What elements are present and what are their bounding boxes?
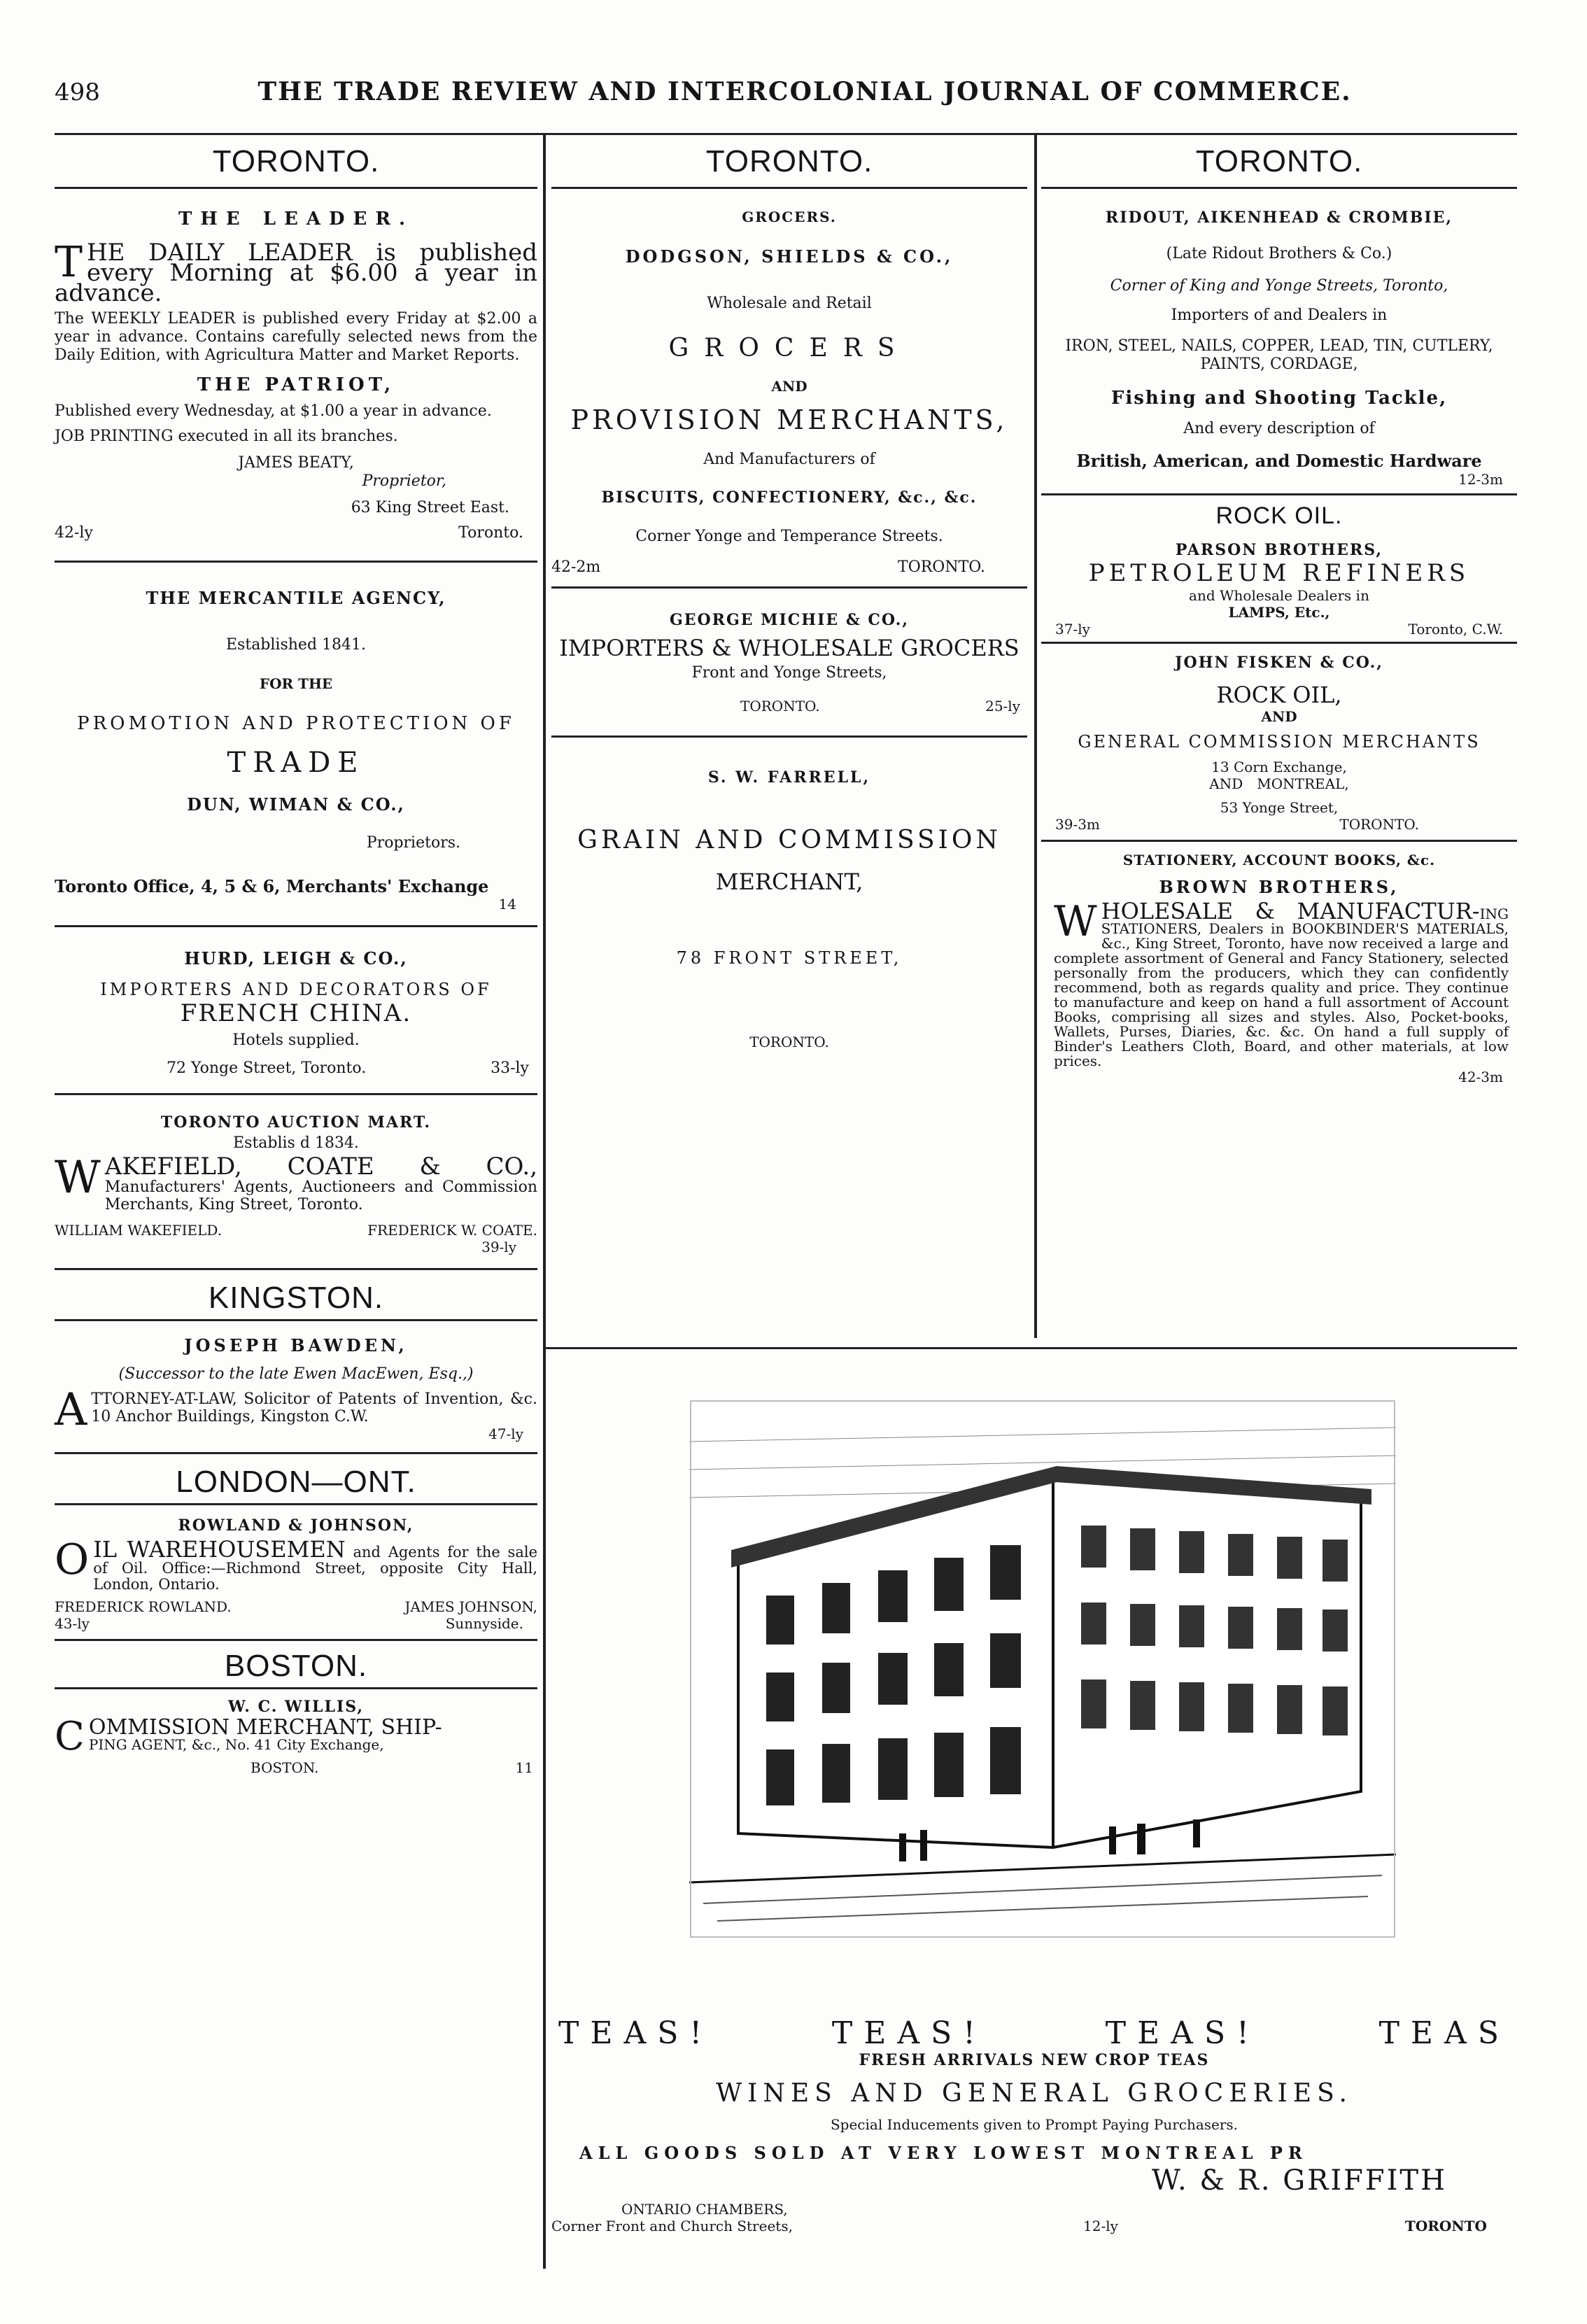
fisken-corn: 13 Corn Exchange, [1211, 759, 1347, 775]
drop-cap: T [55, 238, 83, 287]
michie-title: GEORGE MICHIE & CO., [669, 611, 910, 629]
drop-cap: O [55, 1535, 90, 1584]
stationery-tag: STATIONERY, ACCOUNT BOOKS, &c. [1122, 852, 1436, 868]
job-printing: JOB PRINTING executed in all its branches. [55, 428, 398, 445]
divider [1041, 642, 1517, 644]
hurd-importers: IMPORTERS AND DECORATORS OF [100, 980, 492, 999]
farrell-address: 78 FRONT STREET, [676, 948, 903, 968]
hurd-china: FRENCH CHINA. [180, 999, 412, 1027]
rowland-partners [55, 1598, 537, 1615]
mercantile-for: FOR THE [259, 675, 333, 692]
london-heading: LONDON—ONT. [176, 1465, 416, 1499]
teas-4: TEAS [1378, 2015, 1510, 2051]
ridout-title: RIDOUT, AIKENHEAD & CROMBIE, [1105, 209, 1453, 227]
parson-lamps: LAMPS, Etc., [1228, 604, 1330, 621]
mercantile-dun: DUN, WIMAN & CO., [187, 794, 405, 815]
mercantile-office: Toronto Office, 4, 5 & 6, Merchants' Exchange [55, 876, 489, 896]
divider [551, 187, 1027, 189]
mercantile-established: Established 1841. [226, 636, 366, 654]
leader-title: THE LEADER. [178, 209, 414, 230]
ridout-hardware: British, American, and Domestic Hardware [1076, 451, 1482, 471]
mercantile-promotion: PROMOTION AND PROTECTION OF [77, 713, 515, 734]
boston-heading: BOSTON. [224, 1649, 368, 1683]
rowland-footer [55, 1615, 537, 1632]
divider [551, 735, 1027, 738]
willis-rest: PING AGENT, &c., No. 41 City Exchange, [88, 1736, 384, 1753]
auction-title: TORONTO AUCTION MART. [160, 1113, 432, 1132]
parson-dealers: and Wholesale Dealers in [1189, 587, 1369, 604]
header-rule [55, 133, 1517, 135]
patriot-title: THE PATRIOT, [197, 374, 395, 395]
ridout-late: (Late Ridout Brothers & Co.) [1166, 245, 1392, 262]
parson-footer [1041, 621, 1517, 638]
dodgson-footer [551, 558, 1027, 577]
griffith-all-goods: ALL GOODS SOLD AT VERY LOWEST MONTREAL PR [579, 2143, 1308, 2163]
warehouse-illustration [689, 1400, 1396, 1938]
divider [55, 1503, 537, 1505]
dodgson-title: DODGSON, SHIELDS & CO., [625, 246, 954, 267]
beaty-footer [55, 524, 537, 542]
griffith-goods-row [551, 2143, 1517, 2163]
divider [55, 925, 537, 927]
beaty-code: 42-ly [55, 524, 93, 542]
drop-cap: C [55, 1714, 85, 1759]
dodgson-and: AND [771, 378, 807, 395]
farrell-grain: GRAIN AND COMMISSION [577, 826, 1001, 854]
fisken-city: TORONTO. [1339, 816, 1419, 833]
parson-refiners: PETROLEUM REFINERS [1088, 559, 1470, 587]
griffith-special: Special Inducements given to Prompt Paying Purchasers. [830, 2116, 1239, 2133]
fisken-code: 39-3m [1055, 816, 1100, 833]
griffith-ad [551, 2015, 1517, 2239]
rowland-title: ROWLAND & JOHNSON, [178, 1516, 414, 1535]
griffith-footer [551, 2197, 1517, 2239]
rowland-frederick: FREDERICK ROWLAND. [55, 1598, 232, 1615]
illustration-top-rule [546, 1347, 1517, 1349]
parson-code: 37-ly [1055, 621, 1090, 638]
willis-code: 11 [515, 1759, 533, 1776]
mercantile-title: THE MERCANTILE AGENCY, [146, 588, 446, 608]
parson-city: Toronto, C.W. [1408, 621, 1503, 638]
dodgson-code: 42-2m [551, 558, 601, 576]
page-title: THE TRADE REVIEW AND INTERCOLONIAL JOURNAL OF COMMERCE. [258, 77, 1352, 106]
drop-cap: W [55, 1152, 101, 1204]
divider [55, 1639, 537, 1641]
divider [55, 1452, 537, 1454]
farrell-title: S. W. FARRELL, [707, 768, 871, 787]
dodgson-biscuits: BISCUITS, CONFECTIONERY, &c., &c. [601, 488, 978, 507]
teas-2: TEAS! [831, 2015, 987, 2051]
farrell-city: TORONTO. [749, 1034, 829, 1050]
wakefield-code: 39-ly [481, 1239, 516, 1255]
michie-code: 25-ly [985, 698, 1020, 714]
rowland-rest: and Agents for the sale of Oil. Office:—Richmond Street, opposite City Hall, London, Ontario. [93, 1544, 537, 1593]
column-rule-2 [1034, 134, 1037, 1338]
michie-address: Front and Yonge Streets, [691, 664, 887, 682]
brown-code: 42-3m [1458, 1069, 1503, 1085]
dodgson-provision: PROVISION MERCHANTS, [570, 404, 1008, 435]
beaty-name: JAMES BEATY, [238, 454, 354, 472]
wakefield-william: WILLIAM WAKEFIELD. [55, 1222, 223, 1239]
rowland-text [55, 1535, 537, 1593]
griffith-firm: W. & R. GRIFFITH [1151, 2164, 1447, 2197]
dodgson-corner: Corner Yonge and Temperance Streets. [635, 528, 943, 545]
fisken-yonge: 53 Yonge Street, [1220, 799, 1339, 816]
divider [55, 1319, 537, 1321]
griffith-fresh: FRESH ARRIVALS NEW CROP TEAS [859, 2051, 1210, 2069]
willis-footer [55, 1759, 537, 1776]
divider [551, 586, 1027, 589]
building-drawing [689, 1400, 1396, 1938]
auction-established: Establis d 1834. [233, 1134, 359, 1152]
column-1 [55, 136, 537, 1776]
ridout-fishing: Fishing and Shooting Tackle, [1110, 388, 1448, 409]
fisken-montreal: MONTREAL, [1257, 775, 1349, 792]
grocers-tag: GROCERS. [742, 209, 837, 225]
wakefield-rest: Manufacturers' Agents, Auctioneers and Commission Merchants, King Street, Toronto. [104, 1178, 537, 1213]
divider [1041, 187, 1517, 189]
brown-name: HOLESALE & MANUFACTUR- [1101, 898, 1480, 924]
divider [55, 561, 537, 563]
dodgson-grocers: GROCERS [668, 334, 910, 362]
divider [55, 1093, 537, 1095]
willis-name: OMMISSION MERCHANT, SHIP- [88, 1715, 442, 1740]
divider [1041, 840, 1517, 842]
hurd-hotels: Hotels supplied. [232, 1031, 360, 1049]
brown-text [1041, 897, 1517, 1069]
hurd-address: 72 Yonge Street, Toronto. [167, 1059, 367, 1077]
divider [55, 187, 537, 189]
griffith-code: 12-ly [1083, 2218, 1118, 2234]
column-rule-1 [543, 134, 546, 2269]
drop-cap: A [55, 1384, 87, 1436]
wakefield-partners [55, 1222, 537, 1239]
bawden-title: JOSEPH BAWDEN, [184, 1335, 408, 1355]
divider [55, 1687, 537, 1689]
hurd-code: 33-ly [491, 1059, 529, 1077]
parson-title: PARSON BROTHERS, [1175, 541, 1383, 559]
bawden-paragraph: TTORNEY-AT-LAW, Solicitor of Patents of Invention, &c. 10 Anchor Buildings, Kingston C.W. [91, 1390, 537, 1425]
dodgson-city: TORONTO. [898, 558, 985, 576]
teas-row [551, 2015, 1517, 2051]
mercantile-trade: TRADE [227, 747, 365, 779]
column-heading: TORONTO. [705, 144, 873, 178]
column-heading: TORONTO. [212, 144, 380, 178]
fisken-montreal-row [1041, 775, 1517, 792]
michie-city: TORONTO. [740, 698, 820, 714]
wakefield-name: AKEFIELD, COATE & CO., [104, 1153, 537, 1181]
ridout-iron: IRON, STEEL, NAILS, COPPER, LEAD, TIN, CUTLERY, PAINTS, CORDAGE, [1065, 337, 1493, 373]
kingston-heading: KINGSTON. [208, 1281, 384, 1315]
willis-city: BOSTON. [251, 1759, 319, 1776]
leader-daily [55, 238, 537, 307]
griffith-ontario: ONTARIO CHAMBERS, [621, 2201, 788, 2218]
fisken-and-2: AND [1209, 775, 1243, 792]
beaty-role: Proprietor, [362, 472, 446, 490]
teas-1: TEAS! [558, 2015, 714, 2051]
ridout-corner: Corner of King and Yonge Streets, Toronto, [1110, 277, 1448, 295]
michie-importers: IMPORTERS & WHOLESALE GROCERS [559, 635, 1020, 661]
griffith-wines: WINES AND GENERAL GROCERIES. [716, 2079, 1353, 2108]
willis-title: W. C. WILLIS, [227, 1698, 365, 1716]
rock-oil-title: ROCK OIL. [1215, 502, 1343, 529]
bawden-successor: (Successor to the late Ewen MacEwen, Esq.,) [118, 1365, 474, 1383]
griffith-corner: Corner Front and Church Streets, [551, 2218, 793, 2234]
brown-rest: ING STATIONERS, Dealers in BOOKBINDER'S MATERIALS, &c., King Street, Toronto, have now received a large and complete assortment of General and Fancy Stationery, selected personally from the producers, which they can confidently recommend, both as regards quality and price. They continue to manufacture and keep on hand a full assortment of Account Books, comprising all sizes and styles. Also, Pocket-books, Wallets, Purses, Diaries, &c. &c. On hand a full supply of Binder's Leathers Cloth, Board, and other materials, at low prices. [1054, 906, 1509, 1069]
hurd-title: HURD, LEIGH & CO., [184, 948, 408, 969]
bawden-code: 47-ly [488, 1425, 523, 1442]
wakefield-frederick: FREDERICK W. COATE. [367, 1222, 537, 1239]
beaty-city: Toronto. [458, 524, 523, 542]
wakefield-text [55, 1152, 537, 1213]
column-3 [1041, 136, 1517, 1085]
fisken-title: JOHN FISKEN & CO., [1175, 654, 1383, 672]
ridout-code: 12-3m [1458, 471, 1503, 488]
michie-footer [551, 698, 1027, 714]
ridout-every: And every description of [1183, 420, 1375, 437]
divider [55, 1268, 537, 1270]
brown-title: BROWN BROTHERS, [1159, 877, 1399, 897]
patriot-text: Published every Wednesday, at $1.00 a year in advance. [55, 402, 492, 420]
willis-text [55, 1714, 537, 1759]
teas-3: TEAS! [1105, 2015, 1260, 2051]
fisken-gcm: GENERAL COMMISSION MERCHANTS [1078, 732, 1481, 752]
mercantile-code: 14 [498, 896, 516, 913]
rowland-city: Sunnyside. [445, 1615, 523, 1632]
farrell-merchant: MERCHANT, [715, 868, 863, 895]
column-heading: TORONTO. [1195, 144, 1363, 178]
dodgson-manufacturers: And Manufacturers of [703, 451, 875, 468]
fisken-footer [1041, 816, 1517, 833]
rowland-code: 43-ly [55, 1615, 90, 1632]
column-2 [551, 136, 1027, 1050]
rock-oil-2: ROCK OIL, [1216, 682, 1342, 708]
leader-daily-text: HE DAILY LEADER is published every Morning at $6.00 a year in advance. [55, 239, 537, 307]
page-number: 498 [55, 78, 100, 106]
griffith-city: TORONTO [1405, 2218, 1487, 2234]
divider [1041, 493, 1517, 495]
fisken-and: AND [1261, 708, 1297, 725]
hurd-footer [55, 1059, 537, 1078]
ridout-importers: Importers of and Dealers in [1171, 307, 1388, 324]
mercantile-proprietors: Proprietors. [366, 834, 460, 852]
drop-cap: W [1054, 897, 1097, 946]
rowland-name: IL WAREHOUSEMEN [93, 1536, 346, 1563]
rowland-james: JAMES JOHNSON, [404, 1598, 537, 1615]
leader-weekly: The WEEKLY LEADER is published every Friday at $2.00 a year in advance. Contains carefully selected news from the Daily Edition, with Agricultura Matter and Market Reports. [55, 310, 537, 364]
beaty-address: 63 King Street East. [351, 499, 509, 516]
dodgson-wholesale: Wholesale and Retail [707, 295, 872, 312]
